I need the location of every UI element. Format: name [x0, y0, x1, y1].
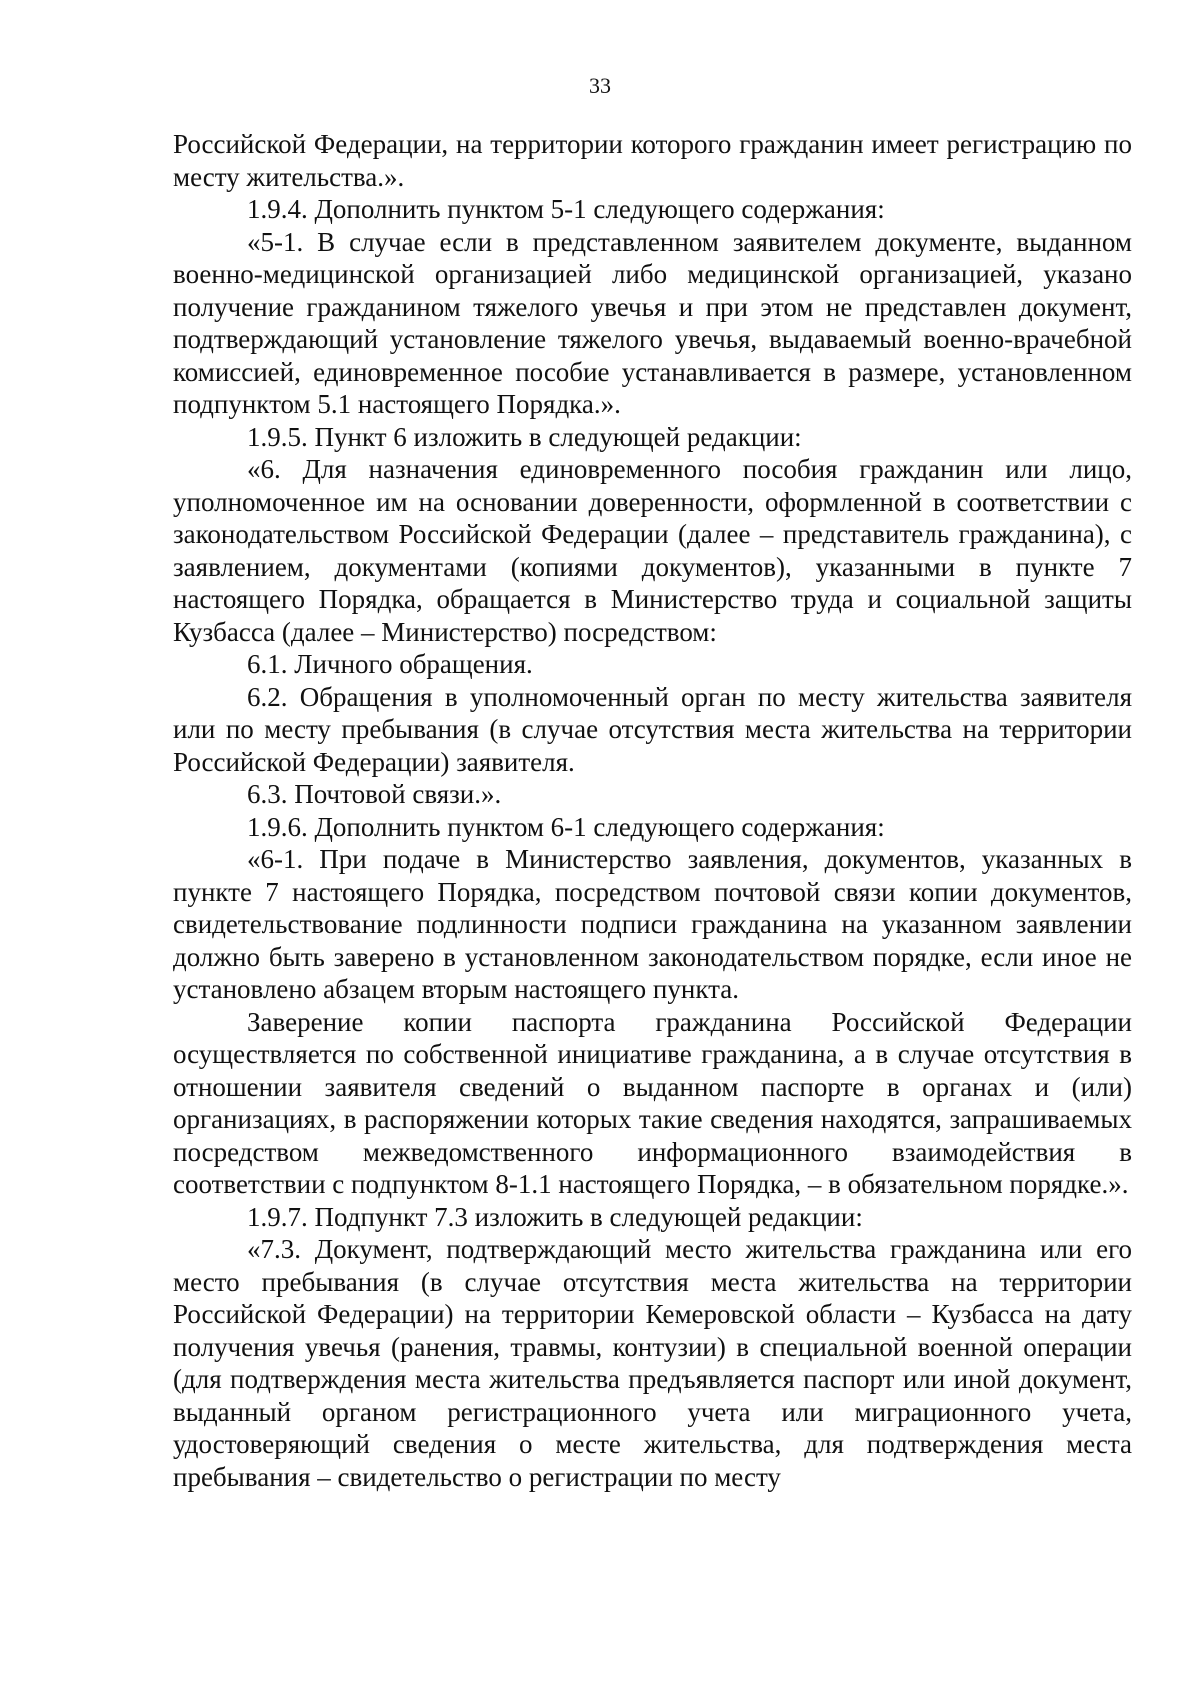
- paragraph: 1.9.5. Пункт 6 изложить в следующей редакции:: [247, 421, 802, 452]
- paragraph: 6.2. Обращения в уполномоченный орган по месту жительства заявителя или по месту пребывания (в случае отсутствия места жительства на территории Российской Федерации) заявителя.: [173, 681, 1132, 777]
- paragraph: 6.1. Личного обращения.: [247, 649, 533, 679]
- paragraph: «6. Для назначения единовременного пособия гражданин или лицо, уполномоченное им на основании доверенности, оформленной в соответствии с законодательством Российской Федерации (далее – представитель гражданина), с заявлением, документами (копиями документов), указанными в пункте 7 настоящего Порядка, обращается в Министерство труда и социальной защиты Кузбасса (далее – Министерство) посредством:: [173, 454, 1132, 647]
- paragraph: Российской Федерации, на территории которого гражданин имеет регистрацию по месту жительства.».: [173, 129, 1132, 192]
- paragraph: 6.3. Почтовой связи.».: [247, 779, 502, 809]
- paragraph: 1.9.4. Дополнить пунктом 5-1 следующего содержания:: [247, 194, 885, 224]
- document-body: [173, 128, 1132, 1493]
- paragraph: «7.3. Документ, подтверждающий место жительства гражданина или его место пребывания (в случае отсутствия места жительства на территории Российской Федерации) на территории Кемеровской области – Кузбасса на дату получения увечья (ранения, травмы, контузии) в специальной военной операции (для подтверждения места жительства предъявляется паспорт или иной документ, выданный органом регистрационного учета или миграционного учета, удостоверяющий сведения о месте жительства, для подтверждения места пребывания – свидетельство о регистрации по месту: [173, 1234, 1132, 1492]
- paragraph: 1.9.6. Дополнить пунктом 6-1 следующего содержания:: [247, 811, 885, 842]
- paragraph: 1.9.7. Подпункт 7.3 изложить в следующей редакции:: [247, 1201, 863, 1232]
- paragraph: Заверение копии паспорта гражданина Российской Федерации осуществляется по собственной инициативе гражданина, а в случае отсутствия в отношении заявителя сведений о выданном паспорте в органах и (или) организациях, в распоряжении которых такие сведения находятся, запрашиваемых посредством межведомственного информационного взаимодействия в соответствии с подпунктом 8-1.1 настоящего Порядка, – в обязательном порядке.».: [173, 1006, 1132, 1199]
- paragraph: «5-1. В случае если в представленном заявителем документе, выданном военно-медицинской организацией либо медицинской организацией, указано получение гражданином тяжелого увечья и при этом не представлен документ, подтверждающий установление тяжелого увечья, выдаваемый военно-врачебной комиссией, единовременное пособие устанавливается в размере, установленном подпунктом 5.1 настоящего Порядка.».: [173, 226, 1132, 419]
- paragraph: «6-1. При подаче в Министерство заявления, документов, указанных в пункте 7 настоящего Порядка, посредством почтовой связи копии документов, свидетельствование подлинности подписи гражданина на указанном заявлении должно быть заверено в установленном законодательством порядке, если иное не установлено абзацем вторым настоящего пункта.: [173, 844, 1132, 1004]
- page-number: 33: [589, 73, 611, 98]
